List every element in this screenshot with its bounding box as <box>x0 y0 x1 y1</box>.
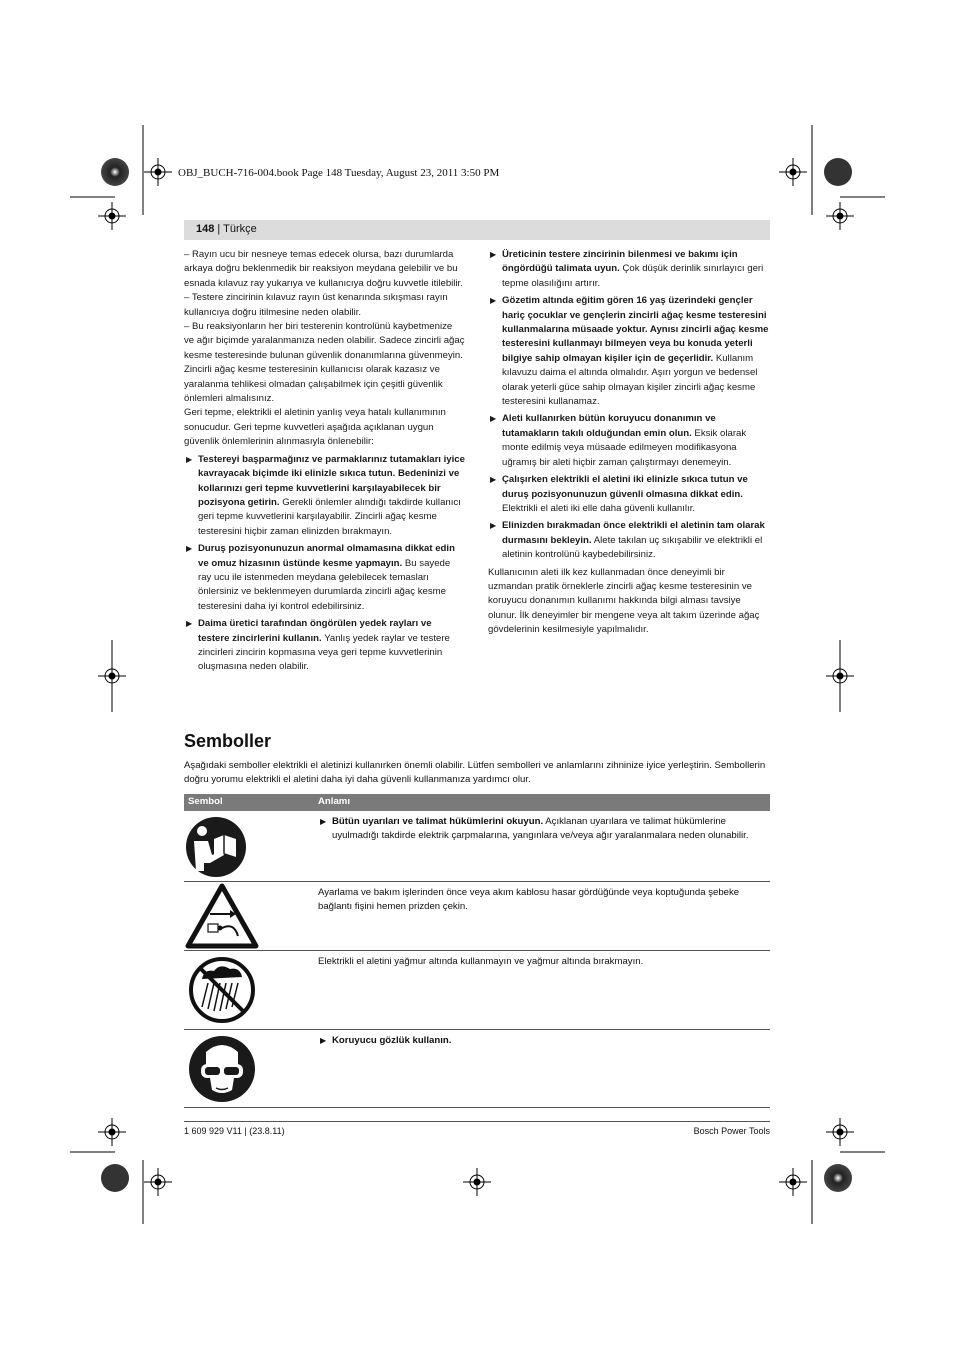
bullet-triangle-icon: ▶ <box>186 619 193 629</box>
bullet-bold: Daima üretici tarafından öngörülen yedek rayları ve testere zincirlerini kullanın. <box>198 618 432 644</box>
page-separator: | <box>214 223 224 235</box>
row-text: Ayarlama ve bakım işlerinden önce veya akım kablosu hasar gördüğünde veya koptuğunda şebeke bağlantı fişini hemen prizden çekin. <box>318 887 740 913</box>
symbols-table <box>184 794 770 1108</box>
bullet-item <box>184 617 465 675</box>
table-row <box>184 951 770 1030</box>
section-title: Semboller <box>184 731 272 751</box>
bullet-triangle-icon: ▶ <box>186 454 193 464</box>
bullet-triangle-icon: ▶ <box>320 1036 327 1045</box>
table-header <box>184 794 770 811</box>
bullet-text: Elektrikli el aleti iki elle daha güvenli kullanılır. <box>502 502 696 514</box>
no-rain-icon <box>184 951 260 1029</box>
row-bold: Koruyucu gözlük kullanın. <box>332 1035 452 1046</box>
unplug-warning-icon <box>184 882 260 950</box>
bullet-triangle-icon: ▶ <box>186 544 193 554</box>
bullet-item <box>488 248 770 291</box>
bullet-triangle-icon: ▶ <box>490 521 497 531</box>
bullet-bold: Çalışırken elektrikli el aletini iki elinizle sıkıca tutun ve duruş pozisyonunuzun güvenli olmasına dikkat edin. <box>502 474 748 500</box>
bullet-item <box>184 542 465 614</box>
row-meaning <box>318 886 768 915</box>
bullet-text: Gerekli önlemler alındığı takdirde kullanıcı geri tepme kuvvetlerini karşılayabilir. Zincirli ağaç kesme testeresini hiçbir zaman elinizden bırakmayın. <box>198 496 461 537</box>
row-text: Açıklanan uyarılara ve talimat hükümlerine uyulmadığı takdirde elektrik çarpmalarına, yangınlara ve/veya ağır yaralanmalara neden olunabilir. <box>332 816 749 842</box>
bullet-text: Eksik olarak monte edilmiş veya müsaade edilmeyen modifikasyona uğramış bir aleti hiçbir zaman çalıştırmayı denemeyin. <box>502 427 747 468</box>
paragraph: – Testere zincirinin kılavuz rayın üst kenarında sıkışması rayın kullanıcıya doğru itilmesine neden olabilir. <box>184 292 448 318</box>
bullet-item <box>184 453 465 539</box>
paragraph: – Rayın ucu bir nesneye temas edecek olursa, bazı durumlarda arkaya doğru beklenmedik bir reaksiyon meydana gelebilir ve bu esnada kılavuz ray yukarıya ve kullanıcıya doğru kuvvetle itilebilir. <box>184 249 463 289</box>
section-intro: Aşağıdaki semboller elektrikli el aletinizi kullanırken önemli olabilir. Lütfen sembolleri ve anlamlarını zihninize iyice yerleştirin. Sembollerin doğru yorumu elektrikli el aletini daha iyi daha güvenli kullanmanıza yardımcı olur. <box>184 760 766 786</box>
eye-protection-icon <box>184 1030 260 1107</box>
bullet-item <box>488 519 770 562</box>
read-manual-icon <box>184 811 260 881</box>
footer-brand: Bosch Power Tools <box>693 1126 770 1136</box>
bullet-triangle-icon: ▶ <box>490 475 497 485</box>
page-number: 148 <box>196 223 215 235</box>
page-header <box>184 220 770 240</box>
bullet-item <box>488 412 770 470</box>
bullet-bold: Aleti kullanırken bütün koruyucu donanımın ve tutamakların takılı olduğundan emin olun. <box>502 413 716 439</box>
row-meaning <box>318 955 768 969</box>
print-header: OBJ_BUCH-716-004.book Page 148 Tuesday, August 23, 2011 3:50 PM <box>178 167 500 179</box>
bullet-triangle-icon: ▶ <box>490 296 497 306</box>
row-meaning <box>318 815 768 844</box>
bullet-bold: Duruş pozisyonunuzun anormal olmamasına dikkat edin ve omuz hizasının üstünde kesme yapmayın. <box>198 543 455 569</box>
bullet-triangle-icon: ▶ <box>490 250 497 259</box>
bullet-triangle-icon: ▶ <box>320 817 327 826</box>
header-meaning: Anlamı <box>318 796 350 807</box>
table-row <box>184 882 770 951</box>
row-meaning <box>318 1034 768 1048</box>
bullet-item <box>488 473 770 516</box>
bullet-text: Alete takılan uç sıkışabilir ve elektrikli el aletinin kontrolünü kaybedebilirsiniz. <box>502 534 763 561</box>
paragraph: Kullanıcının aleti ilk kez kullanmadan önce deneyimli bir uzmandan pratik örneklerle zincirli ağaç kesme testeresinin ve koruyucu donanımın kullanımı hakkında bilgi alması tavsiye olunur. İlk deneyimler bir mengene veya alt takım üzerinde ağaç gövdelerinin kesilmesiyle yapılmalıdır. <box>488 566 760 636</box>
bullet-text: Çok düşük derinlik sınırlayıcı geri tepme olasılığını artırır. <box>502 263 764 289</box>
bullet-bold: Gözetim altında eğitim gören 16 yaş üzerindeki gençler hariç çocuklar ve gençlerin zincirli ağaç kesme testeresini kullanmalarına müsaade yoktur. Aynısı zincirli ağaç kesme testeresini kullanmayı bilmeyen veya bu konuda yeterli bilgiye sahip olmayan kişiler için de geçerlidir. <box>502 295 769 364</box>
page-language: Türkçe <box>223 223 257 235</box>
row-text: Elektrikli el aletini yağmur altında kullanmayın ve yağmur altında bırakmayın. <box>318 956 644 967</box>
right-column <box>488 248 770 638</box>
bullet-triangle-icon: ▶ <box>490 414 497 424</box>
bullet-bold: Üreticinin testere zincirinin bilenmesi ve bakımı için öngördüğü talimata uyun. <box>502 249 738 275</box>
bullet-text: Yanlış yedek raylar ve testere zincirleri zincirin kopmasına veya geri tepme kuvvetlerinin oluşmasına neden olabilir. <box>198 632 450 673</box>
row-bold: Bütün uyarıları ve talimat hükümlerini okuyun. <box>332 816 544 827</box>
header-symbol: Sembol <box>188 796 223 807</box>
bullet-item <box>488 294 770 409</box>
footer-doc-number: 1 609 929 V11 | (23.8.11) <box>184 1126 285 1136</box>
bullet-bold: Elinizden bırakmadan önce elektrikli el aletinin tam olarak durmasını bekleyin. <box>502 520 765 546</box>
bullet-text: Bu sayede ray ucu ile istenmeden meydana gelebilecek temasları önlersiniz ve beklenmeyen durumlarda zincirli ağaç kesme testeresini daha iyi kontrol edebilirsiniz. <box>198 557 451 612</box>
left-column <box>184 248 465 678</box>
bullet-bold: Testereyi başparmağınız ve parmaklarınız tutamakları iyice kavrayacak biçimde iki elinizle sıkıca tutun. Bedeninizi ve kollarınızı geri tepme kuvvetlerini karşılayabilecek bir pozisyona getirin. <box>198 453 465 508</box>
table-row <box>184 1030 770 1108</box>
paragraph: – Bu reaksiyonların her biri testerenin kontrolünü kaybetmenize ve ağır biçimde yaralanmanıza neden olabilir. Sadece zincirli ağaç kesme testeresinde bulunan güvenlik donanımlarına güvenmeyin. Zincirli ağaç kesme testeresinin kullanıcısı olarak kazasız ve yaralanma tehlikesi olmadan çalışabilmek için çeşitli güvenlik önlemleri almalısınız. <box>184 321 465 405</box>
table-row <box>184 811 770 882</box>
paragraph: Geri tepme, elektrikli el aletinin yanlış veya hatalı kullanımının sonucudur. Geri tepme kuvvetleri aşağıda açıklanan uygun güvenlik önlemlerinin alınmasıyla önlenebilir: <box>184 407 446 448</box>
bullet-text: Kullanım kılavuzu daima el altında olmalıdır. Aşırı yorgun ve bedensel olarak yeterli güce sahip olmayan kişiler zincirli ağaç kesme testeresini kullanamaz. <box>502 352 758 408</box>
footer-rule <box>184 1121 770 1122</box>
